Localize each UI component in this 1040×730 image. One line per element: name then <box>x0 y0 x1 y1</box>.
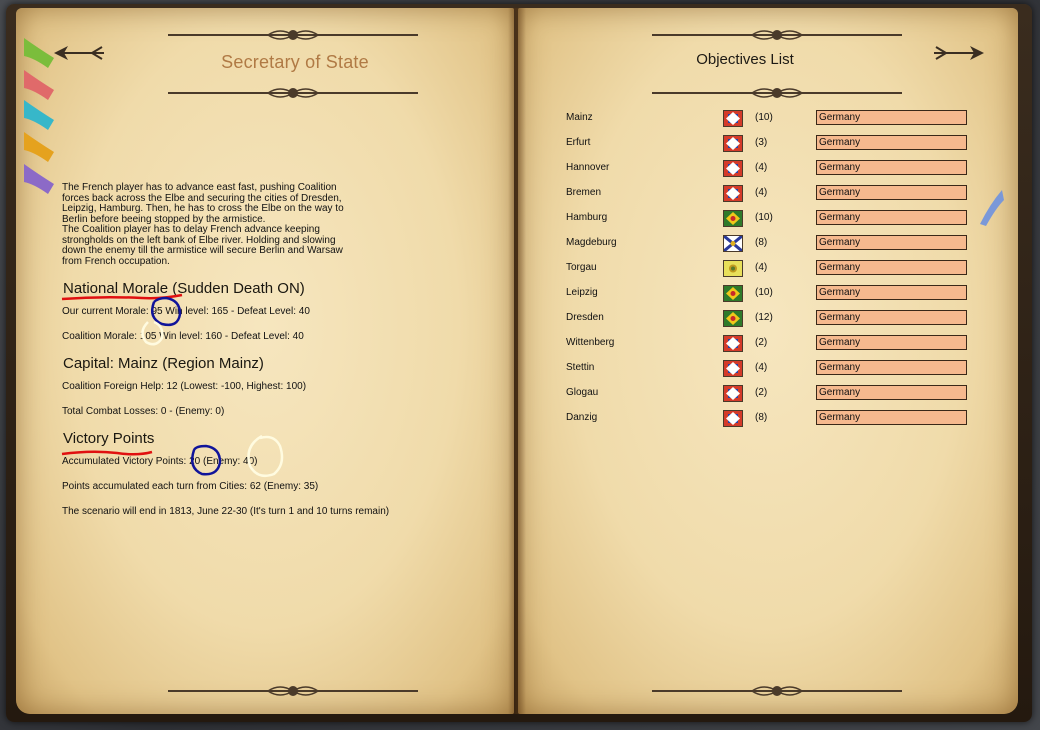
combat-losses-text: Total Combat Losses: 0 - (Enemy: 0) <box>62 406 225 417</box>
accumulated-vp-text: Accumulated Victory Points: 20 (Enemy: 40) <box>62 456 258 467</box>
ornament-divider-icon <box>652 28 902 40</box>
objective-row[interactable] <box>566 260 968 278</box>
objective-owner: Germany <box>816 385 967 400</box>
nation-flag-icon <box>723 135 743 152</box>
current-morale-text: Our current Morale: 95 Win level: 165 - Defeat Level: 40 <box>62 306 310 317</box>
objective-name: Magdeburg <box>566 237 617 248</box>
objective-row[interactable] <box>566 335 968 353</box>
objective-name: Wittenberg <box>566 337 615 348</box>
objective-owner: Germany <box>816 285 967 300</box>
objective-name: Bremen <box>566 187 602 198</box>
page-title-secretary-of-state: Secretary of State <box>221 52 369 72</box>
objective-owner: Germany <box>816 135 967 150</box>
bookmark-ribbon-blue-icon[interactable] <box>976 188 1006 228</box>
nation-flag-icon <box>723 235 743 252</box>
objective-points: (4) <box>755 162 768 173</box>
objective-points: (2) <box>755 337 768 348</box>
objective-points: (8) <box>755 412 768 423</box>
objective-row[interactable] <box>566 135 968 153</box>
objective-points: (2) <box>755 387 768 398</box>
nation-flag-icon <box>723 185 743 202</box>
coalition-morale-text: Coalition Morale: 105 Win level: 160 - Defeat Level: 40 <box>62 331 304 342</box>
objective-owner: Germany <box>816 335 967 350</box>
objective-name: Glogau <box>566 387 599 398</box>
objective-name: Erfurt <box>566 137 591 148</box>
nation-flag-icon <box>723 385 743 402</box>
description-line: down the enemy till the armistice will secure Berlin and Warsaw <box>62 245 343 256</box>
ornament-divider-icon <box>168 684 418 696</box>
nation-flag-icon <box>723 210 743 227</box>
scenario-description <box>62 183 380 267</box>
objective-name: Torgau <box>566 262 597 273</box>
nation-flag-icon <box>723 410 743 427</box>
objective-points: (8) <box>755 237 768 248</box>
scenario-end-text: The scenario will end in 1813, June 22-30 (It's turn 1 and 10 turns remain) <box>62 506 390 517</box>
objective-row[interactable] <box>566 310 968 328</box>
objective-owner: Germany <box>816 235 967 250</box>
ornament-divider-icon <box>168 86 418 98</box>
description-line: Berlin before beeing stopped by the armistice. <box>62 213 266 225</box>
objective-points: (12) <box>755 312 773 323</box>
nation-flag-icon <box>723 285 743 302</box>
objective-name: Hannover <box>566 162 610 173</box>
page-title-objectives-list: Objectives List <box>696 51 794 68</box>
bookmark-ribbons-icon[interactable] <box>18 36 58 206</box>
nation-flag-icon <box>723 160 743 177</box>
objective-row[interactable] <box>566 285 968 303</box>
objective-owner: Germany <box>816 260 967 275</box>
objective-owner: Germany <box>816 360 967 375</box>
objective-name: Stettin <box>566 362 595 373</box>
description-line: The Coalition player has to delay French advance keeping <box>62 224 320 235</box>
foreign-help-text: Coalition Foreign Help: 12 (Lowest: -100, Highest: 100) <box>62 381 307 392</box>
description-line: The French player has to advance east fast, pushing Coalition <box>62 182 337 193</box>
objective-owner: Germany <box>816 310 967 325</box>
nation-flag-icon <box>723 360 743 377</box>
national-morale-heading: National Morale (Sudden Death ON) <box>63 280 305 297</box>
objective-name: Danzig <box>566 412 598 423</box>
objective-points: (3) <box>755 137 768 148</box>
objective-name: Mainz <box>566 112 593 123</box>
objective-row[interactable] <box>566 360 968 378</box>
book-spine <box>508 8 526 714</box>
objective-row[interactable] <box>566 235 968 253</box>
objective-points: (4) <box>755 262 768 273</box>
objective-row[interactable] <box>566 210 968 228</box>
capital-heading: Capital: Mainz (Region Mainz) <box>63 355 264 372</box>
nation-flag-icon <box>723 110 743 127</box>
objective-owner: Germany <box>816 185 967 200</box>
description-line: forces back across the Elbe and securing the cities of Dresden, <box>62 192 342 204</box>
nation-flag-icon <box>723 310 743 327</box>
nation-flag-icon <box>723 260 743 277</box>
objective-points: (10) <box>755 112 773 123</box>
previous-page-arrow-icon[interactable] <box>52 44 106 67</box>
vp-per-turn-text: Points accumulated each turn from Cities: 62 (Enemy: 35) <box>62 481 319 492</box>
next-page-arrow-icon[interactable] <box>932 44 986 67</box>
objective-name: Dresden <box>566 312 604 323</box>
objective-owner: Germany <box>816 160 967 175</box>
objective-row[interactable] <box>566 385 968 403</box>
objective-owner: Germany <box>816 410 967 425</box>
objective-row[interactable] <box>566 110 968 128</box>
objective-owner: Germany <box>816 210 967 225</box>
nation-flag-icon <box>723 335 743 352</box>
description-line: strongholds on the left bank of Elbe river. Holding and slowing <box>62 234 336 246</box>
ornament-divider-icon <box>652 684 902 696</box>
objective-points: (4) <box>755 187 768 198</box>
objective-points: (4) <box>755 362 768 373</box>
objective-row[interactable] <box>566 410 968 428</box>
objective-points: (10) <box>755 212 773 223</box>
objective-row[interactable] <box>566 185 968 203</box>
ornament-divider-icon <box>168 28 418 40</box>
victory-points-heading: Victory Points <box>63 430 155 447</box>
description-line: Leipzig, Hamburg. Then, he has to cross the Elbe on the way to <box>62 203 344 214</box>
objective-row[interactable] <box>566 160 968 178</box>
ornament-divider-icon <box>652 86 902 98</box>
objective-owner: Germany <box>816 110 967 125</box>
objective-name: Hamburg <box>566 212 608 223</box>
objective-points: (10) <box>755 287 773 298</box>
objective-name: Leipzig <box>566 287 598 298</box>
description-line: from French occupation. <box>62 255 170 267</box>
